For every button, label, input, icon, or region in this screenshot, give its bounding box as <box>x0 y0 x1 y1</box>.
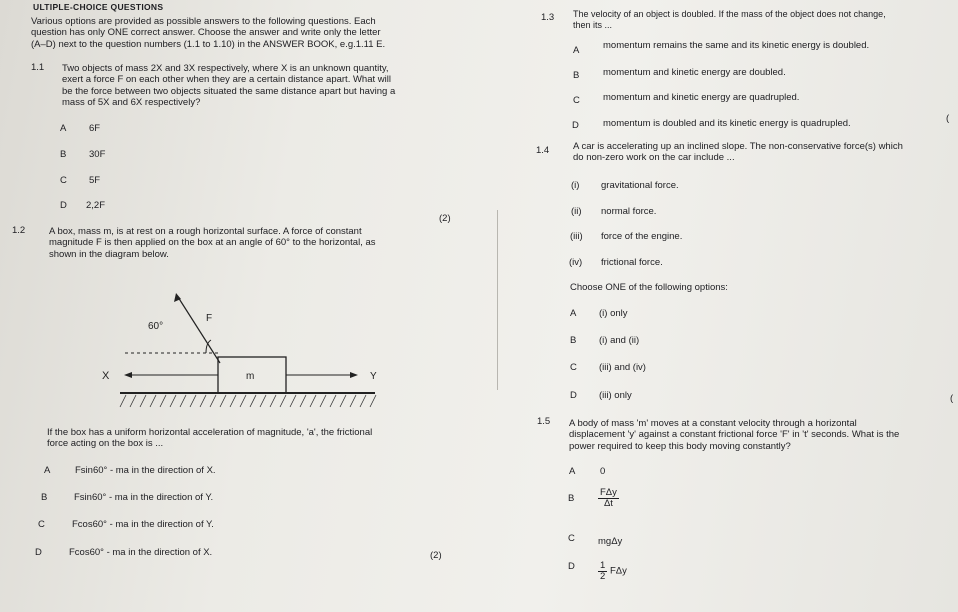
question-line: If the box has a uniform horizontal acceleration of magnitude, 'a', the frictional <box>47 427 373 438</box>
option-text: Fcos60° - ma in the direction of X. <box>69 547 213 558</box>
item-text: frictional force. <box>601 257 663 268</box>
margin-mark: ( <box>946 113 950 124</box>
item-roman: (iv) <box>569 257 583 268</box>
option-letter: C <box>573 95 580 106</box>
arrowhead-y <box>350 372 358 378</box>
option-letter: B <box>570 335 577 346</box>
question-1-5-stem <box>569 418 949 452</box>
fraction-denominator: 2 <box>600 571 606 583</box>
x-label: X <box>102 370 110 382</box>
fraction-denominator: Δt <box>603 498 613 510</box>
option-letter: A <box>569 466 576 477</box>
item-roman: (i) <box>571 180 580 191</box>
fraction-numerator: FΔy <box>600 487 617 498</box>
mass-label: m <box>246 371 255 382</box>
ground-hatching <box>120 395 376 407</box>
question-line: mass of 5X and 6X respectively? <box>62 97 201 109</box>
y-label: Y <box>370 371 377 382</box>
option-letter: D <box>570 390 577 401</box>
question-line: A car is accelerating up an inclined slope. The non-conservative force(s) which <box>573 141 903 152</box>
option-letter: A <box>573 45 580 56</box>
question-number: 1.5 <box>537 416 551 427</box>
marks: (2) <box>439 213 451 224</box>
option-text: Fsin60° - ma in the direction of X. <box>75 465 216 476</box>
option-text: Fcos60° - ma in the direction of Y. <box>72 519 214 530</box>
option-letter: B <box>573 70 580 81</box>
option-text: FΔy <box>609 565 627 577</box>
question-line: be the force between two objects situated the same distance apart but having a <box>62 85 396 97</box>
marks: (2) <box>430 550 442 561</box>
option-letter: C <box>60 175 67 186</box>
question-line: shown in the diagram below. <box>49 248 169 260</box>
question-line: then its ... <box>573 19 613 30</box>
option-letter: A <box>570 308 577 319</box>
fraction <box>598 488 619 510</box>
instructions-line: (A–D) next to the question numbers (1.1 to 1.10) in the ANSWER BOOK, e.g.1.11 E. <box>31 38 386 50</box>
option-letter: B <box>41 492 48 503</box>
option-letter: B <box>568 493 575 504</box>
question-line: displacement 'y' against a constant frictional force 'F' in 't' seconds. What is the <box>569 429 900 441</box>
option-fraction <box>598 488 619 510</box>
choose-instruction: Choose ONE of the following options: <box>570 282 728 293</box>
margin-mark: ( <box>950 393 954 404</box>
question-number: 1.3 <box>541 12 555 23</box>
option-letter: A <box>60 123 67 134</box>
option-text: mgΔy <box>598 536 623 547</box>
option-letter: D <box>60 200 67 211</box>
option-text: 5F <box>89 175 101 186</box>
item-text: normal force. <box>601 206 657 217</box>
option-text: momentum and kinetic energy are quadrupled. <box>603 92 800 103</box>
item-text: gravitational force. <box>601 180 679 191</box>
arrowhead-x <box>124 372 132 378</box>
option-text: (iii) only <box>599 390 632 401</box>
force-diagram <box>90 285 390 415</box>
question-number: 1.2 <box>12 225 26 236</box>
question-line: exert a force F on each other when they are a certain distance apart. What will <box>62 74 391 86</box>
option-letter: C <box>570 362 577 373</box>
angle-label: 60° <box>148 321 164 332</box>
question-1-2-stem <box>49 226 469 260</box>
question-1-4-stem <box>573 141 953 164</box>
question-line: power required to keep this body moving constantly? <box>569 440 791 452</box>
item-roman: (ii) <box>571 206 582 217</box>
question-line: force acting on the box is ... <box>47 438 164 450</box>
option-text: 30F <box>89 149 106 160</box>
instructions-line: question has only ONE correct answer. Choose the answer and write only the letter <box>31 27 381 39</box>
question-number: 1.4 <box>536 145 550 156</box>
question-1-2-prompt <box>47 427 477 450</box>
option-letter: B <box>60 149 67 160</box>
question-line: The velocity of an object is doubled. If the mass of the object does not change, <box>573 9 886 19</box>
question-line: A box, mass m, is at rest on a rough horizontal surface. A force of constant <box>49 226 362 237</box>
column-divider <box>497 210 498 390</box>
question-line: Two objects of mass 2X and 3X respectively, where X is an unknown quantity, <box>62 63 389 74</box>
option-fraction <box>598 561 627 583</box>
option-text: Fsin60° - ma in the direction of Y. <box>74 492 214 503</box>
fraction <box>598 561 607 583</box>
option-letter: D <box>35 547 42 558</box>
option-text: momentum and kinetic energy are doubled. <box>603 67 786 78</box>
option-letter: A <box>44 465 51 476</box>
question-1-1-stem <box>62 63 462 109</box>
force-label: F <box>206 313 213 324</box>
question-line: A body of mass 'm' moves at a constant velocity through a horizontal <box>569 418 857 429</box>
item-text: force of the engine. <box>601 231 683 242</box>
option-letter: C <box>568 533 575 544</box>
question-number: 1.1 <box>31 62 45 73</box>
section-title: ULTIPLE-CHOICE QUESTIONS <box>33 2 164 12</box>
instructions-line: Various options are provided as possible answers to the following questions. Each <box>31 16 376 27</box>
option-text: (i) and (ii) <box>599 335 640 346</box>
option-text: (i) only <box>599 308 628 319</box>
option-letter: C <box>38 519 45 530</box>
fraction-numerator: 1 <box>600 560 606 571</box>
item-roman: (iii) <box>570 231 583 242</box>
option-text: momentum remains the same and its kinetic energy is doubled. <box>603 40 870 51</box>
option-letter: D <box>568 561 575 572</box>
question-1-3-stem <box>573 9 953 31</box>
question-line: do non-zero work on the car include ... <box>573 152 735 164</box>
question-line: magnitude F is then applied on the box at an angle of 60° to the horizontal, as <box>49 237 376 249</box>
option-text: (iii) and (iv) <box>599 362 646 373</box>
option-text: 0 <box>600 466 606 477</box>
option-text: 2,2F <box>86 200 106 211</box>
instructions <box>31 16 451 50</box>
option-text: momentum is doubled and its kinetic energy is quadrupled. <box>603 118 851 129</box>
option-text: 6F <box>89 123 101 134</box>
option-letter: D <box>572 120 579 131</box>
